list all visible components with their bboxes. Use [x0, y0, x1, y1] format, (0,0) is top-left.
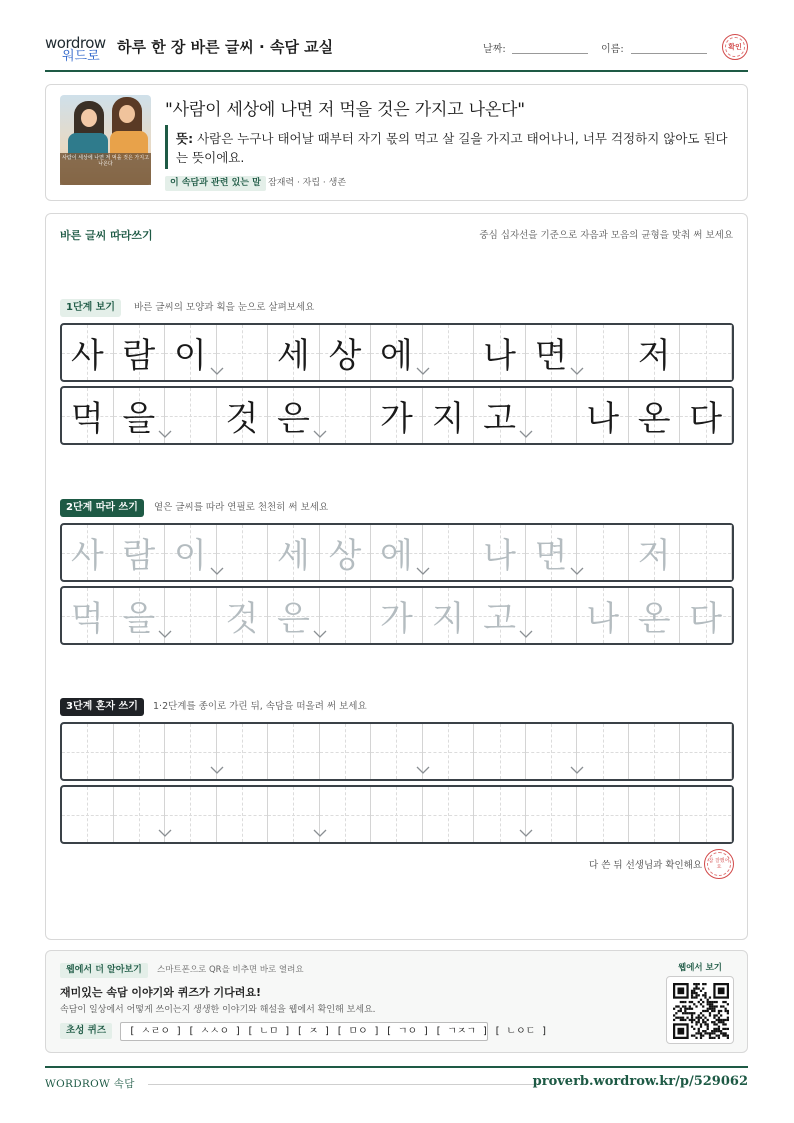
grid-cell [62, 388, 114, 443]
spacing-mark-icon [210, 367, 224, 375]
grid-cell[interactable] [320, 525, 372, 580]
spacing-mark-icon [519, 430, 533, 438]
grid-character: 온 [637, 399, 671, 439]
grid-cell [680, 325, 732, 380]
grid-character: 은 [276, 399, 310, 439]
grid-cell [680, 388, 732, 443]
confirm-stamp-text: 참 잘했어요 [708, 858, 730, 870]
grid-cell[interactable] [62, 724, 114, 779]
step2-row1[interactable] [60, 523, 734, 582]
grid-cell[interactable] [217, 787, 269, 842]
web-badge: 웹에서 더 알아보기 [60, 963, 148, 978]
grid-character: 상 [328, 536, 362, 576]
spacing-mark-icon [210, 567, 224, 575]
grid-cell [577, 388, 629, 443]
spacing-mark-icon [519, 630, 533, 638]
confirm-text: 다 쓴 뒤 선생님과 확인해요 [589, 860, 703, 871]
proverb-meaning [176, 129, 731, 167]
check-stamp-icon [722, 34, 748, 60]
step3-badge: 3단계 혼자 쓰기 [60, 698, 144, 716]
footer-rule [148, 1084, 536, 1085]
spacing-mark-icon [313, 829, 327, 837]
spacing-mark-icon [313, 430, 327, 438]
grid-cell[interactable] [680, 787, 732, 842]
grid-cell[interactable] [371, 588, 423, 643]
grid-cell[interactable] [62, 588, 114, 643]
grid-cell [526, 388, 578, 443]
grid-character: 이 [173, 536, 207, 576]
grid-cell [320, 325, 372, 380]
footer-url[interactable]: proverb.wordrow.kr/p/529062 [532, 1074, 748, 1089]
grid-cell[interactable] [217, 525, 269, 580]
grid-character: 가 [380, 599, 413, 639]
step1-badge: 1단계 보기 [60, 299, 121, 317]
logo-top-text: wordrow [45, 34, 106, 52]
grid-character: 면 [534, 536, 568, 576]
step2-badge: 2단계 따라 쓰기 [60, 499, 144, 517]
grid-character: 다 [689, 599, 723, 639]
grid-character: 상 [328, 336, 362, 376]
step2-row2[interactable] [60, 586, 734, 645]
grid-character: 고 [483, 399, 516, 439]
grid-character: 고 [483, 599, 516, 639]
footer-divider [45, 1066, 748, 1068]
footer-brand: WORDROW 속담 [45, 1078, 135, 1090]
grid-cell [62, 325, 114, 380]
spacing-mark-icon [158, 829, 172, 837]
spacing-mark-icon [519, 829, 533, 837]
grid-cell[interactable] [423, 724, 475, 779]
grid-cell[interactable] [526, 787, 578, 842]
grid-cell [114, 325, 166, 380]
grid-cell[interactable] [680, 724, 732, 779]
grid-cell [474, 325, 526, 380]
grid-character: 나 [483, 336, 516, 376]
grid-cell[interactable] [320, 787, 372, 842]
grid-character: 먹 [70, 399, 104, 439]
grid-character: 에 [380, 536, 413, 576]
grid-cell[interactable] [62, 787, 114, 842]
grid-character: 람 [122, 536, 156, 576]
grid-character: 온 [637, 599, 671, 639]
grid-character: 나 [586, 399, 620, 439]
grid-character: 을 [122, 599, 156, 639]
grid-cell[interactable] [62, 525, 114, 580]
grid-cell [320, 388, 372, 443]
grid-cell [629, 388, 681, 443]
web-view-label: 웹에서 보기 [678, 963, 723, 973]
grid-cell[interactable] [268, 525, 320, 580]
grid-character: 면 [534, 336, 568, 376]
grid-cell[interactable] [629, 588, 681, 643]
grid-cell[interactable] [371, 787, 423, 842]
step2-desc: 옅은 글씨를 따라 연필로 천천히 써 보세요 [154, 502, 329, 513]
grid-character: 먹 [70, 599, 104, 639]
step1-desc: 바른 글씨의 모양과 획을 눈으로 살펴보세요 [134, 302, 315, 313]
grid-character: 은 [276, 599, 310, 639]
qr-code-icon [673, 983, 729, 1039]
spacing-mark-icon [570, 567, 584, 575]
step3-desc: 1·2단계를 종이로 가린 뒤, 속담을 떠올려 써 보세요 [153, 701, 367, 712]
grid-character: 다 [689, 399, 723, 439]
name-field[interactable] [631, 53, 707, 54]
grid-cell[interactable] [165, 588, 217, 643]
grid-character: 것 [225, 599, 259, 639]
grid-cell [268, 325, 320, 380]
qr-code-link[interactable] [666, 976, 734, 1044]
grid-cell [165, 388, 217, 443]
grid-cell[interactable] [629, 787, 681, 842]
logo-bottom-text: 워드로 [62, 49, 100, 64]
grid-character: 에 [380, 336, 413, 376]
meaning-label: 뜻: [176, 131, 194, 146]
grid-cell[interactable] [629, 525, 681, 580]
related-words: 잠재력 · 자립 · 생존 [268, 178, 347, 188]
spacing-mark-icon [158, 630, 172, 638]
quiz-label: 초성 퀴즈 [60, 1023, 112, 1039]
grid-cell[interactable] [629, 724, 681, 779]
grid-cell[interactable] [423, 588, 475, 643]
grid-character: 을 [122, 399, 156, 439]
grid-cell [217, 388, 269, 443]
grid-character: 나 [483, 536, 516, 576]
page-title: 하루 한 장 바른 글씨 · 속담 교실 [117, 38, 334, 56]
grid-cell[interactable] [114, 724, 166, 779]
grid-cell[interactable] [577, 787, 629, 842]
grid-cell[interactable] [577, 525, 629, 580]
grid-character: 것 [225, 399, 259, 439]
web-note: 스마트폰으로 QR을 비추면 바로 열려요 [157, 965, 304, 975]
confirm-stamp-icon [704, 849, 734, 879]
meaning-text: 사람은 누구나 태어날 때부터 자기 몫의 먹고 살 길을 가지고 태어나니, 너무 걱정하지 않아도 된다는 뜻이에요. [176, 131, 728, 165]
grid-cell[interactable] [680, 588, 732, 643]
check-stamp-text: 확인 [728, 43, 742, 51]
spacing-mark-icon [570, 367, 584, 375]
practice-title: 바른 글씨 따라쓰기 [60, 229, 153, 242]
spacing-mark-icon [210, 766, 224, 774]
grid-cell [217, 325, 269, 380]
grid-cell[interactable] [680, 525, 732, 580]
spacing-mark-icon [416, 766, 430, 774]
grid-cell[interactable] [320, 724, 372, 779]
spacing-mark-icon [416, 367, 430, 375]
step3-row2[interactable] [60, 785, 734, 844]
illustration-caption: 사람이 세상에 나면 저 먹을 것은 가지고 나온다 [62, 155, 149, 167]
grid-character: 저 [637, 536, 671, 576]
step1-row1 [60, 323, 734, 382]
step3-row1[interactable] [60, 722, 734, 781]
grid-cell[interactable] [268, 724, 320, 779]
grid-character: 나 [586, 599, 620, 639]
date-field[interactable] [512, 53, 588, 54]
web-desc: 속담이 일상에서 어떻게 쓰이는지 생생한 이야기와 해설을 웹에서 확인해 보세요. [60, 1005, 376, 1015]
grid-cell [423, 388, 475, 443]
grid-character: 세 [276, 336, 310, 376]
grid-cell[interactable] [577, 724, 629, 779]
chosung-quiz: [ ㅅㄹㅇ ] [ ㅅㅅㅇ ] [ ㄴㅁ ] [ ㅈ ] [ ㅁㅇ ] [ ㄱㅇ ] [ ㄱㅈㄱ ] [ ㄴㅇㄷ ] [120, 1022, 488, 1041]
grid-character: 저 [637, 336, 671, 376]
grid-character: 사 [70, 336, 104, 376]
proverb-title: "사람이 세상에 나면 저 먹을 것은 가지고 나온다" [165, 100, 525, 120]
name-label: 이름: [601, 44, 624, 55]
grid-character: 람 [122, 336, 156, 376]
grid-cell[interactable] [165, 787, 217, 842]
proverb-illustration [60, 95, 151, 185]
grid-character: 지 [431, 399, 465, 439]
grid-character: 사 [70, 536, 104, 576]
grid-character: 가 [380, 399, 413, 439]
grid-cell[interactable] [423, 787, 475, 842]
grid-cell [629, 325, 681, 380]
grid-cell[interactable] [474, 724, 526, 779]
related-label: 이 속담과 관련 있는 말 [165, 176, 266, 191]
proverb-card [45, 84, 748, 201]
grid-cell[interactable] [114, 525, 166, 580]
grid-cell [423, 325, 475, 380]
web-headline: 재미있는 속담 이야기와 퀴즈가 기다려요! [60, 986, 261, 999]
practice-hint: 중심 십자선을 기준으로 자음과 모음의 균형을 맞춰 써 보세요 [479, 230, 733, 241]
spacing-mark-icon [313, 630, 327, 638]
grid-character: 지 [431, 599, 465, 639]
grid-cell[interactable] [423, 525, 475, 580]
wordrow-logo [45, 34, 107, 64]
grid-character: 이 [173, 336, 207, 376]
grid-cell[interactable] [217, 724, 269, 779]
grid-cell[interactable] [474, 525, 526, 580]
page-header [45, 32, 748, 72]
grid-cell[interactable] [320, 588, 372, 643]
grid-cell[interactable] [577, 588, 629, 643]
step1-row2 [60, 386, 734, 445]
grid-cell [371, 388, 423, 443]
grid-cell[interactable] [217, 588, 269, 643]
spacing-mark-icon [570, 766, 584, 774]
grid-cell[interactable] [526, 588, 578, 643]
date-label: 날짜: [483, 44, 506, 55]
grid-character: 세 [276, 536, 310, 576]
meaning-accent-bar [165, 125, 168, 169]
web-more-box [45, 950, 748, 1053]
spacing-mark-icon [158, 430, 172, 438]
spacing-mark-icon [416, 567, 430, 575]
grid-cell [577, 325, 629, 380]
